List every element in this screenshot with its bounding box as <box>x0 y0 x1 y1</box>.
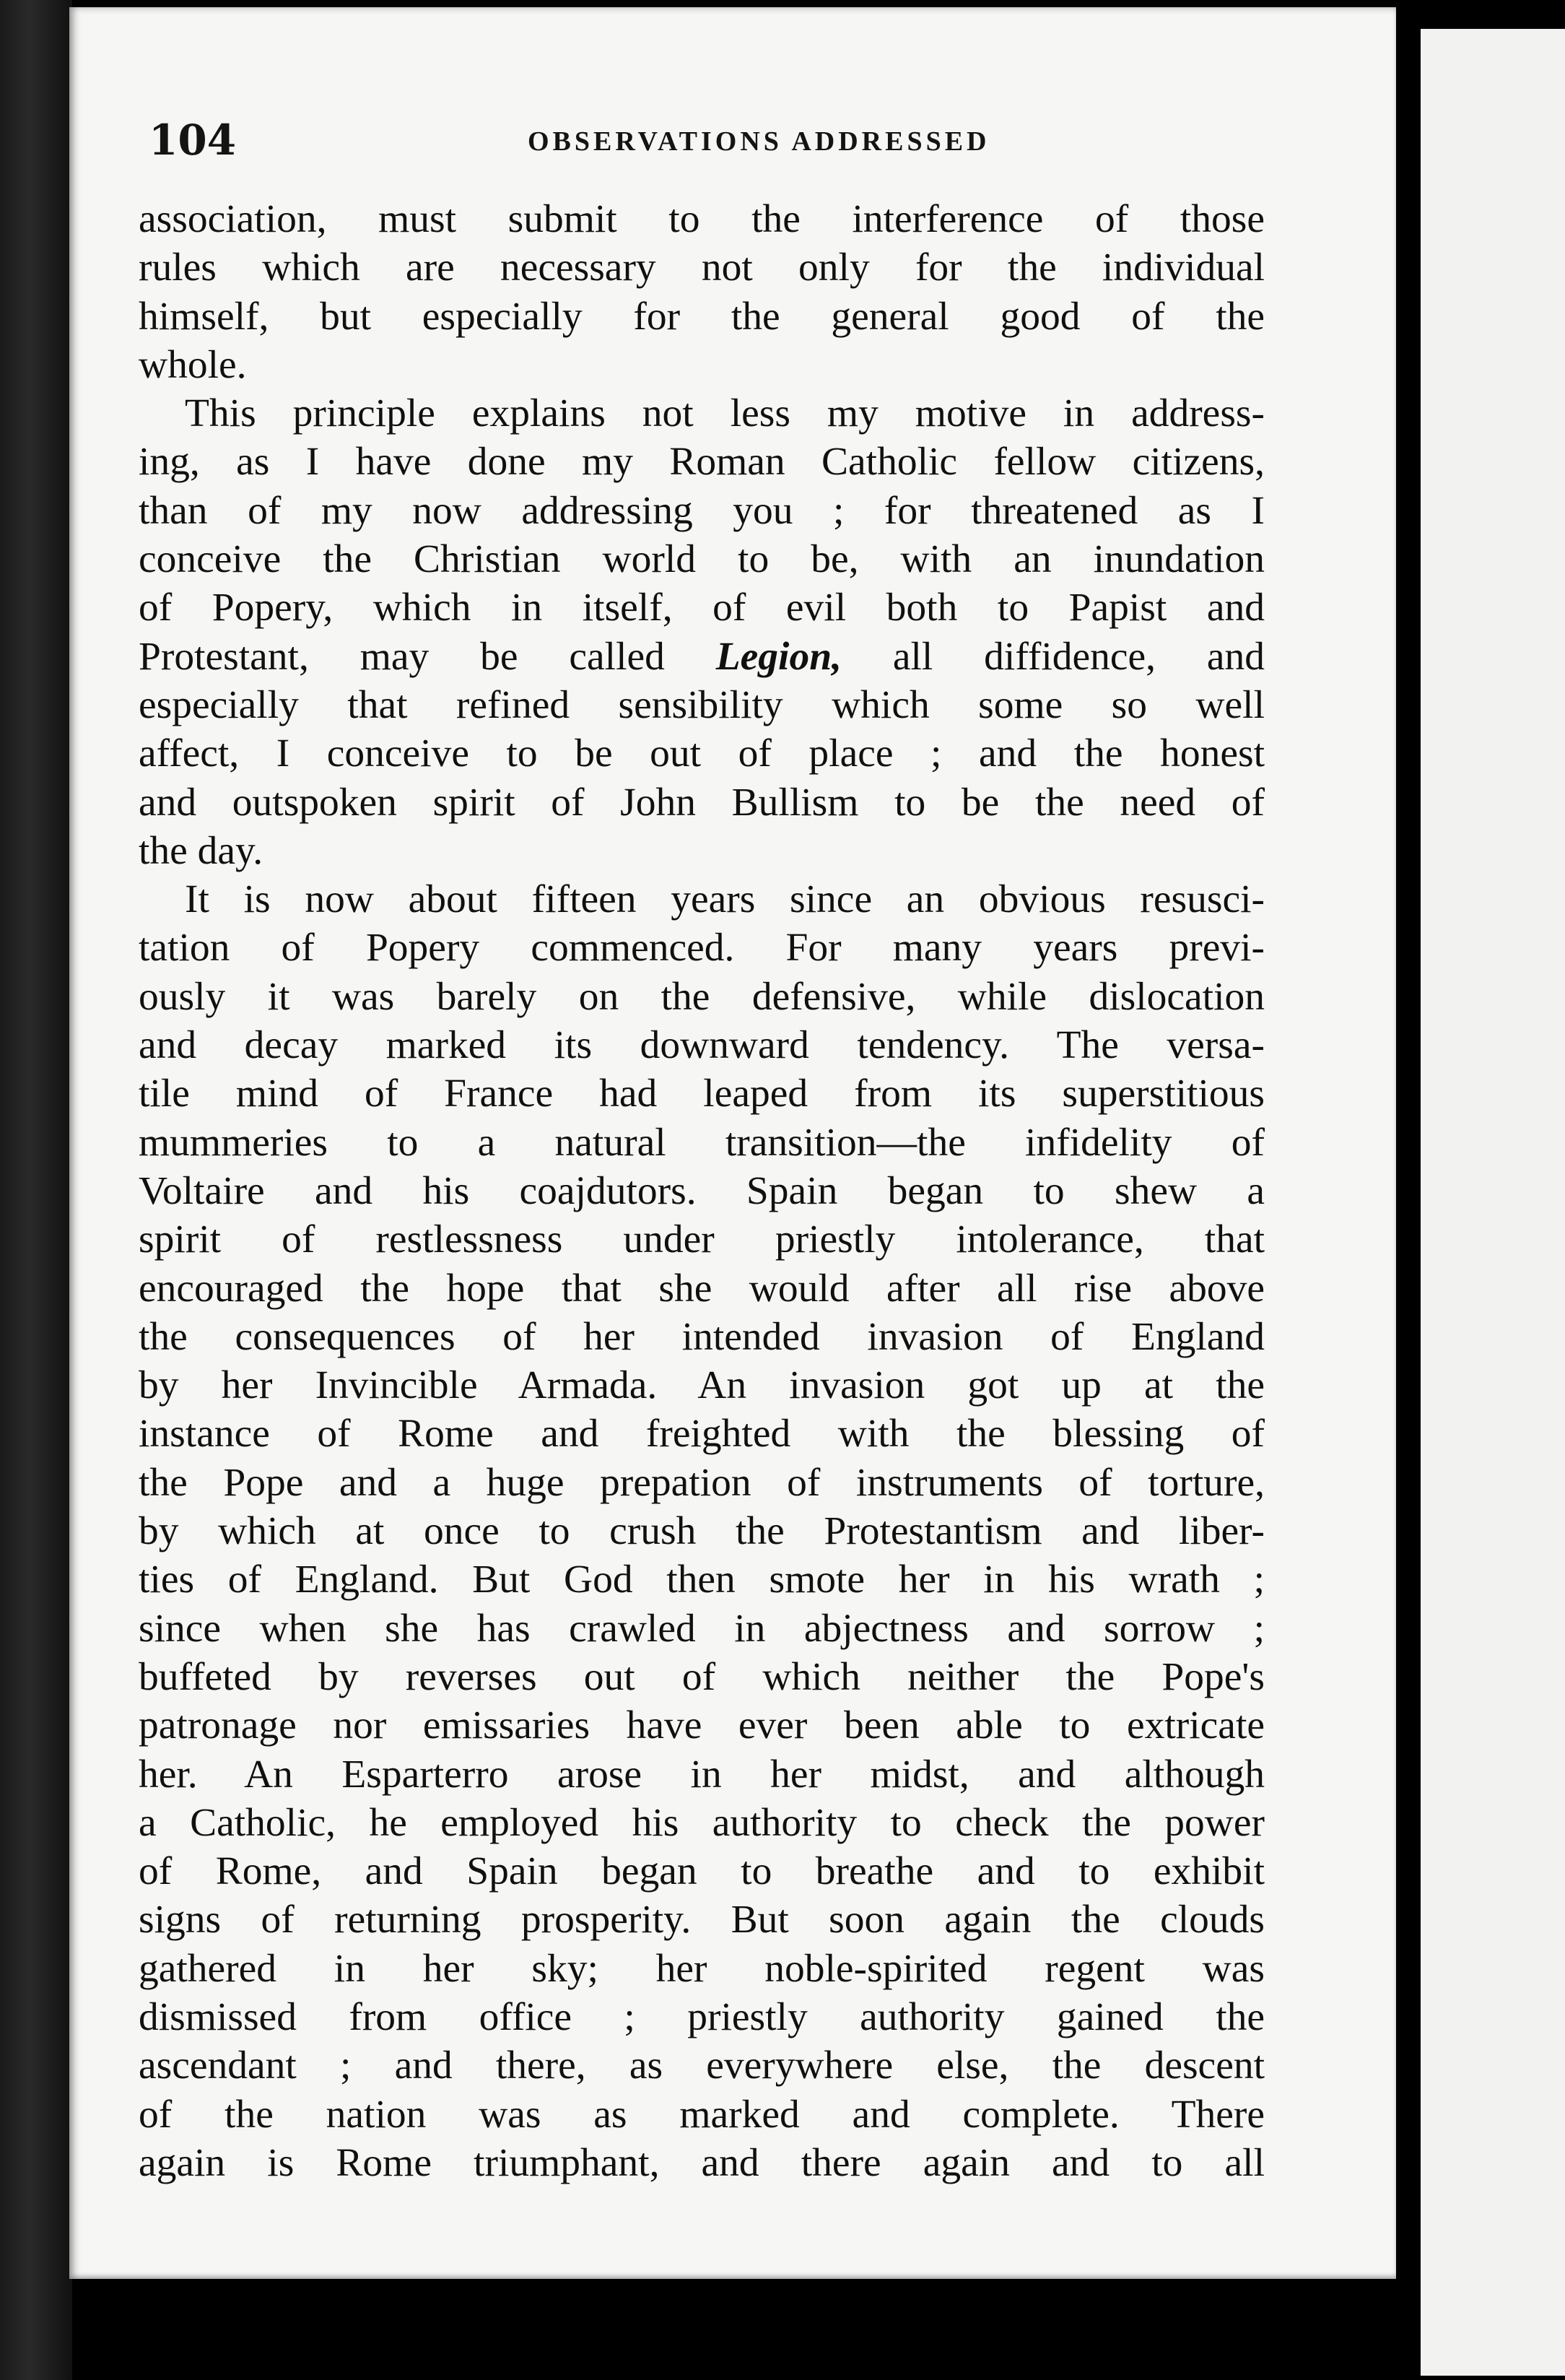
text-line: whole. <box>139 342 247 387</box>
text-line: and decay marked its downward tendency. The versa- <box>139 1023 1265 1068</box>
text-line: than of my now addressing you ; for threatened as I <box>139 488 1265 533</box>
text-line: association, must submit to the interference of those <box>139 197 1265 241</box>
text-line: dismissed from office ; priestly authority gained the <box>139 1994 1265 2039</box>
text-line: conceive the Christian world to be, with an inundation <box>139 537 1265 582</box>
text-line: instance of Rome and freighted with the blessing of <box>139 1412 1265 1456</box>
text-line: the Pope and a huge prepation of instruments of torture, <box>139 1460 1265 1505</box>
body-text <box>139 195 1265 2187</box>
text-line: since when she has crawled in abjectness and sorrow ; <box>139 1606 1265 1651</box>
text-line: encouraged the hope that she would after all rise above <box>139 1266 1265 1311</box>
text-line: buffeted by reverses out of which neither the Pope's <box>139 1654 1265 1699</box>
text-line: of the nation was as marked and complete. There <box>139 2092 1265 2137</box>
text-line: mummeries to a natural transition—the infidelity of <box>139 1120 1265 1165</box>
text-line: ties of England. But God then smote her in his wrath ; <box>139 1558 1265 1602</box>
italic-word: Legion, <box>715 634 842 679</box>
text-line: and outspoken spirit of John Bullism to be the need of <box>139 780 1265 825</box>
facing-page-edge <box>1421 29 1565 2376</box>
text-line: tation of Popery commenced. For many years previ- <box>139 926 1265 970</box>
text-segment: all diffidence, and <box>892 634 1265 679</box>
text-line-with-italic <box>139 633 1265 681</box>
text-line: especially that refined sensibility which some so well <box>139 682 1265 727</box>
text-line: by which at once to crush the Protestantism and liber- <box>139 1509 1265 1554</box>
text-line: the consequences of her intended invasion of England <box>139 1314 1265 1359</box>
text-line: tile mind of France had leaped from its superstitious <box>139 1072 1265 1116</box>
text-line: a Catholic, he employed his authority to check the power <box>139 1800 1265 1845</box>
page-header <box>149 116 1309 166</box>
text-line: ously it was barely on the defensive, while dislocation <box>139 974 1265 1019</box>
text-line: of Popery, which in itself, of evil both to Papist and <box>139 586 1265 630</box>
running-head: OBSERVATIONS ADDRESSED <box>528 126 990 157</box>
text-line: again is Rome triumphant, and there again and to all <box>139 2140 1265 2185</box>
text-line: This principle explains not less my motive in address- <box>185 391 1265 436</box>
text-line: affect, I conceive to be out of place ; and the honest <box>139 731 1265 776</box>
text-line: gathered in her sky; her noble-spirited regent was <box>139 1946 1265 1991</box>
text-line: rules which are necessary not only for the individual <box>139 246 1265 290</box>
text-line: Voltaire and his coajdutors. Spain began to shew a <box>139 1168 1265 1213</box>
text-line: himself, but especially for the general good of the <box>139 294 1265 339</box>
text-segment: Protestant, may be called <box>139 634 665 679</box>
text-line: by her Invincible Armada. An invasion got up at the <box>139 1363 1265 1408</box>
text-line: her. An Esparterro arose in her midst, and although <box>139 1752 1265 1797</box>
text-line: patronage nor emissaries have ever been able to extricate <box>139 1703 1265 1748</box>
text-line: the day. <box>139 828 263 873</box>
text-line: It is now about fifteen years since an obvious resusci- <box>185 877 1265 922</box>
text-line: ascendant ; and there, as everywhere else, the descent <box>139 2044 1265 2088</box>
text-line: signs of returning prosperity. But soon again the clouds <box>139 1898 1265 1942</box>
text-line: of Rome, and Spain began to breathe and to exhibit <box>139 1849 1265 1894</box>
text-line: spirit of restlessness under priestly intolerance, that <box>139 1217 1265 1262</box>
text-line: ing, as I have done my Roman Catholic fellow citizens, <box>139 440 1265 485</box>
book-binding <box>0 0 72 2380</box>
page-number: 104 <box>149 116 237 165</box>
